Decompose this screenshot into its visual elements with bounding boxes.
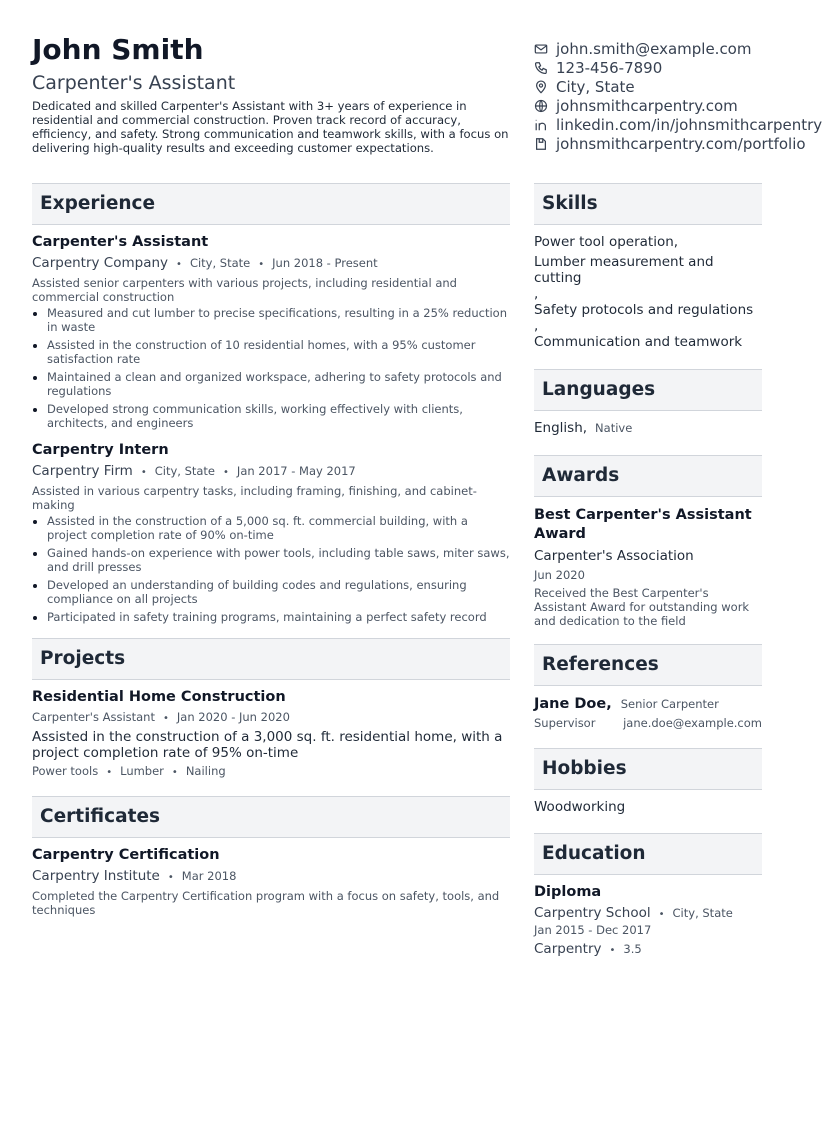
reference-entry <box>534 696 762 730</box>
achievement-item: • Assisted in the construction of a 5,000 sq. ft. commercial building, with a project completion rate of 90% on-time <box>47 514 510 542</box>
reference-name: Jane Doe, <box>534 696 612 712</box>
candidate-name: John Smith <box>32 33 204 66</box>
project-tool: Lumber <box>120 764 164 778</box>
resume-page <box>32 30 822 957</box>
sidebar-column <box>534 183 762 957</box>
achievement-item: • Developed an understanding of building codes and regulations, ensuring compliance on all projects <box>47 578 510 606</box>
separator-dot: • <box>162 713 169 724</box>
certificate-date: Mar 2018 <box>181 869 237 883</box>
project-tool: Power tools <box>32 764 99 778</box>
contact-portfolio-text: johnsmithcarpentry.com/portfolio <box>556 134 806 153</box>
education-entry <box>534 884 762 957</box>
reference-relation: Supervisor <box>534 716 596 730</box>
contact-email-text: john.smith@example.com <box>556 39 752 58</box>
certificate-title: Carpentry Certification <box>32 847 220 863</box>
reference-header <box>534 696 762 712</box>
hobby-item: Woodworking <box>534 799 626 815</box>
job-title: Carpentry Intern <box>32 442 169 458</box>
experience-heading: Experience <box>32 183 510 225</box>
job-summary: Assisted senior carpenters with various projects, including residential and commercial construction <box>32 276 457 304</box>
project-description: Assisted in the construction of a 3,000 sq. ft. residential home, with a project completion rate of 95% on-time <box>32 729 503 761</box>
resume-header <box>32 30 822 170</box>
job-location: City, State <box>189 256 251 270</box>
projects-heading: Projects <box>32 638 510 680</box>
project-meta <box>32 710 510 724</box>
job-title: Carpenter's Assistant <box>32 234 209 250</box>
email-icon <box>534 42 548 56</box>
awards-heading: Awards <box>534 455 762 497</box>
contact-email[interactable] <box>534 39 794 58</box>
job-summary: Assisted in various carpentry tasks, including framing, finishing, and cabinet-making <box>32 484 477 512</box>
contact-location-text: City, State <box>556 77 635 96</box>
reference-details <box>534 716 762 730</box>
skill-item: Power tool operation, <box>534 234 679 250</box>
skill-separator: , <box>534 286 539 302</box>
contact-linkedin-text: linkedin.com/in/johnsmithcarpentry <box>556 115 822 134</box>
award-title: Best Carpenter's Assistant Award <box>534 507 752 542</box>
job-achievements <box>32 514 510 624</box>
reference-email[interactable]: jane.doe@example.com <box>623 716 762 730</box>
profile-summary: Dedicated and skilled Carpenter's Assistant with 3+ years of experience in residential and commercial construction. Proven track record of accuracy, efficiency, and safety. Strong communication and teamwork skills, with a focus on delivering high-quality results and exceeding customer expectations. <box>32 99 509 155</box>
achievement-item: • Measured and cut lumber to precise specifications, resulting in a 25% reduction in waste <box>47 306 510 334</box>
education-field-row <box>534 941 762 957</box>
contact-website[interactable] <box>534 96 794 115</box>
separator-dot: • <box>140 467 147 478</box>
project-title: Residential Home Construction <box>32 689 286 705</box>
education-heading: Education <box>534 833 762 875</box>
education-degree: Diploma <box>534 884 602 900</box>
job-achievements <box>32 306 510 430</box>
separator-dot: • <box>106 767 113 778</box>
skill-separator: , <box>534 318 539 334</box>
job-company: Carpentry Firm <box>32 463 133 479</box>
education-school: Carpentry School <box>534 905 651 921</box>
linkedin-icon <box>534 118 548 132</box>
project-dates: Jan 2020 - Jun 2020 <box>176 710 290 724</box>
language-name: English, <box>534 420 588 436</box>
contact-linkedin[interactable] <box>534 115 822 134</box>
education-location: City, State <box>672 906 733 920</box>
education-dates: Jan 2015 - Dec 2017 <box>534 923 652 937</box>
separator-dot: • <box>609 945 616 956</box>
skill-item: Safety protocols and regulations <box>534 302 754 318</box>
phone-icon <box>534 61 548 75</box>
certificates-heading: Certificates <box>32 796 510 838</box>
certificate-issuer: Carpentry Institute <box>32 868 160 884</box>
certificate-entry <box>32 847 510 917</box>
certificate-description: Completed the Carpentry Certification program with a focus on safety, tools, and techniques <box>32 889 500 917</box>
contact-portfolio[interactable] <box>534 134 806 153</box>
experience-entry <box>32 442 510 624</box>
achievement-item: • Assisted in the construction of 10 residential homes, with a 95% customer satisfaction rate <box>47 338 510 366</box>
separator-dot: • <box>167 872 174 883</box>
education-gpa: 3.5 <box>623 942 642 956</box>
contact-phone-text: 123-456-7890 <box>556 58 663 77</box>
references-heading: References <box>534 644 762 686</box>
education-meta <box>534 905 762 921</box>
achievement-item: • Participated in safety training programs, maintaining a perfect safety record <box>47 610 510 624</box>
award-date: Jun 2020 <box>534 568 585 582</box>
project-tool: Nailing <box>185 764 226 778</box>
separator-dot: • <box>658 909 665 920</box>
award-issuer: Carpenter's Association <box>534 548 694 564</box>
job-dates: Jun 2018 - Present <box>272 256 378 270</box>
job-dates: Jan 2017 - May 2017 <box>236 464 356 478</box>
education-field: Carpentry <box>534 941 602 957</box>
separator-dot: • <box>258 259 265 270</box>
award-description: Received the Best Carpenter's Assistant Award for outstanding work and dedication to the field <box>534 586 750 628</box>
location-icon <box>534 80 548 94</box>
award-entry <box>534 506 762 628</box>
achievement-item: • Developed strong communication skills, working effectively with clients, architects, and engineers <box>47 402 510 430</box>
language-level: Native <box>595 421 633 435</box>
separator-dot: • <box>176 259 182 270</box>
contact-list <box>534 39 822 153</box>
job-meta <box>32 463 510 479</box>
skills-list <box>534 234 762 350</box>
project-tools <box>32 764 510 778</box>
language-entry <box>534 420 762 436</box>
achievement-item: • Gained hands-on experience with power tools, including table saws, miter saws, and drill presses <box>47 546 510 574</box>
globe-icon <box>534 99 548 113</box>
certificate-meta <box>32 868 510 884</box>
portfolio-icon <box>534 137 548 151</box>
separator-dot: • <box>223 467 229 478</box>
contact-location <box>534 77 794 96</box>
skill-item: Communication and teamwork <box>534 334 743 350</box>
job-company: Carpentry Company <box>32 255 169 271</box>
separator-dot: • <box>171 767 178 778</box>
project-entry <box>32 689 510 778</box>
skill-item: Lumber measurement and cutting <box>534 254 714 286</box>
job-location: City, State <box>154 464 216 478</box>
languages-heading: Languages <box>534 369 762 411</box>
job-meta <box>32 255 510 271</box>
hobbies-heading: Hobbies <box>534 748 762 790</box>
achievement-item: • Maintained a clean and organized workspace, adhering to safety protocols and regulations <box>47 370 510 398</box>
contact-website-text: johnsmithcarpentry.com <box>556 96 738 115</box>
skills-heading: Skills <box>534 183 762 225</box>
experience-entry <box>32 234 510 430</box>
candidate-title: Carpenter's Assistant <box>32 72 236 94</box>
main-column <box>32 183 510 917</box>
contact-phone[interactable] <box>534 58 794 77</box>
reference-position: Senior Carpenter <box>620 697 719 711</box>
project-role: Carpenter's Assistant <box>32 710 155 724</box>
